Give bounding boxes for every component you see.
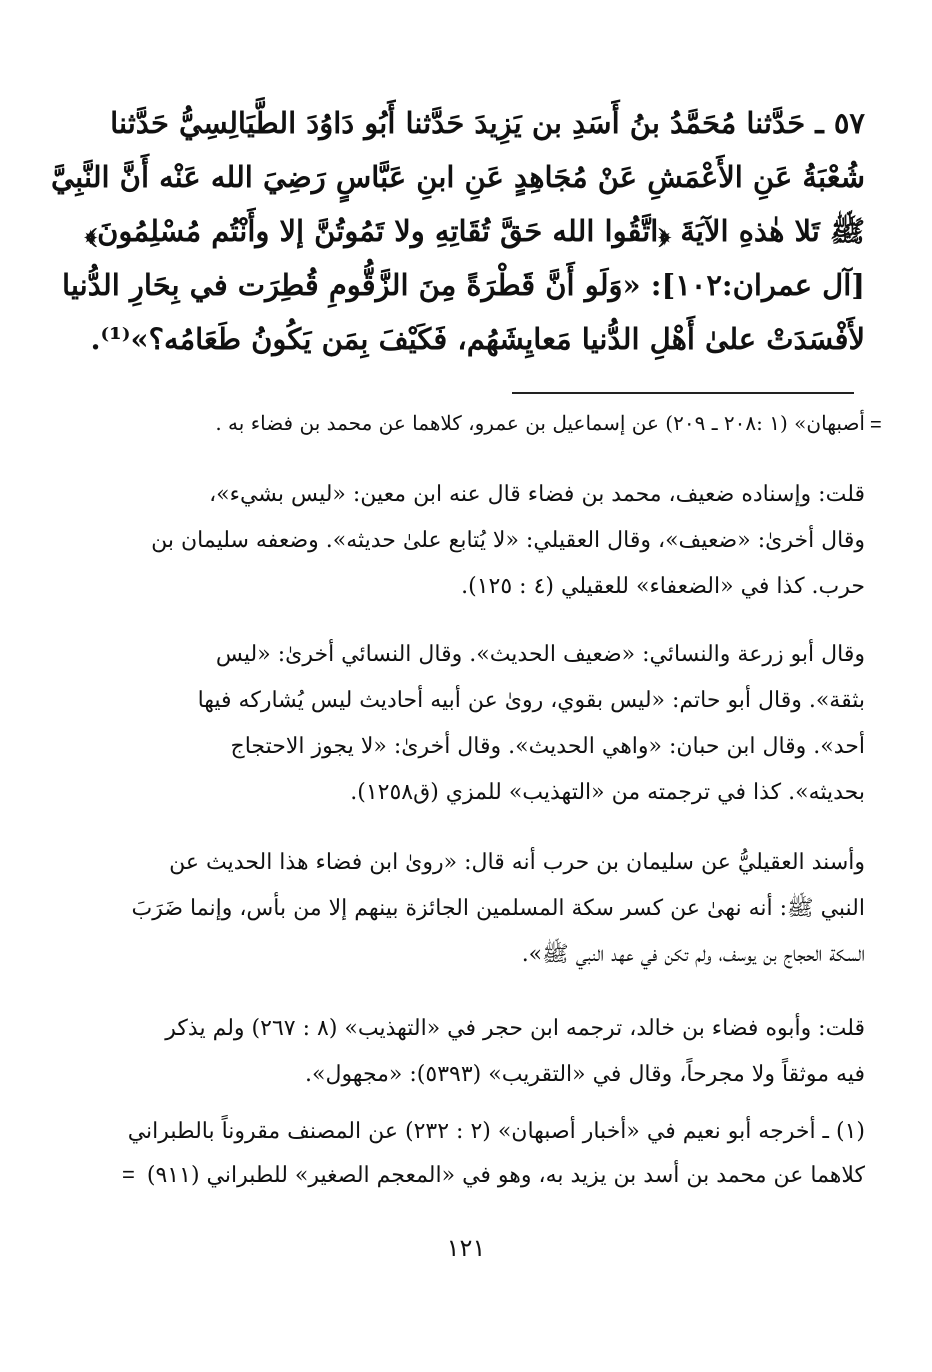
hadith-text [51,96,865,366]
commentary-paragraph [131,840,865,978]
commentary-line: فيه موثقاً ولا مجرحاً، وقال في «التقريب» (٥٣٩٣): «مجهول». [305,1062,865,1087]
hadith-line: [آل عمران:١٠٢]: «وَلَو أَنَّ قَطْرَةً مِنَ الزَّقُّومِ قُطِرَت في بِحَارِ الدُّنيا [62,268,865,302]
footnote-1 [127,1110,865,1198]
commentary-line: أحد». وقال ابن حبان: «واهي الحديث». وقال أخرىٰ: «لا يجوز الاحتجاج [230,734,865,759]
continuation-mark: = [870,414,882,436]
commentary-line: بثقة». وقال أبو حاتم: «ليس بقوي، روىٰ عن أبيه أحاديث ليس يُشاركه فيها [197,688,865,713]
commentary-line: قلت: وأبوه فضاء بن خالد، ترجمه ابن حجر في «التهذيب» (٨ : ٢٦٧) ولم يذكر [165,1016,865,1041]
footnote-line: كلاهما عن محمد بن أسد بن يزيد به، وهو في «المعجم الصغير» للطبراني (٩١١) [146,1163,865,1188]
footnote-line: (١) ـ أخرجه أبو نعيم في «أخبار أصبهان» (٢ : ٢٣٢) عن المصنف مقروناً بالطبراني [127,1119,865,1144]
commentary-line: حرب. كذا في «الضعفاء» للعقيلي (٤ : ١٢٥). [461,574,865,599]
hadith-line: ٥٧ ـ حَدَّثنا مُحَمَّدُ بنُ أَسَدِ بن يَزِيدَ حَدَّثنا أَبُو دَاوُدَ الطَّيَالِسِيُّ حَدَّثنا [110,106,865,140]
commentary-paragraph [150,472,865,610]
hadith-line: ﷺ تَلا هٰذهِ الآيَةَ ﴿اتَّقُوا الله حَقَّ تُقَاتِهِ ولا تَمُوتُنَّ إلا وأَنْتُم مُسْلِمُونَ﴾ [85,214,865,248]
commentary-line: النبي ﷺ: أنه نهىٰ عن كسر سكة المسلمين الجائزة بينهم إلا من بأس، وإنما ضَرَبَ [131,896,865,921]
continued-footnote [150,408,865,438]
page-number: ١٢١ [446,1234,486,1262]
commentary-line: السكة الحجاج بن يوسف، ولم تكن في عهد النبي ﷺ». [521,942,865,967]
commentary-line: بحديثه». كذا في ترجمته من «التهذيب» للمزي (ق١٢٥٨). [350,780,865,805]
footnote-divider [512,392,854,394]
commentary-paragraph [150,632,865,816]
hadith-line: لأَفْسَدَتْ علىٰ أَهْلِ الدُّنيا مَعايِشَهُم، فَكَيْفَ بِمَن يَكُونُ طَعَامُه؟»⁽¹⁾. [90,322,865,356]
commentary-line: وقال أبو زرعة والنسائي: «ضعيف الحديث». وقال النسائي أخرىٰ: «ليس [215,642,865,667]
hadith-line: شُعْبَةُ عَنِ الأَعْمَشِ عَنْ مُجَاهِدٍ عَنِ ابنِ عَبَّاسٍ رَضِيَ الله عَنْه أَنَّ النَّبِيَّ [51,160,865,194]
commentary-line: وقال أخرىٰ: «ضعيف»، وقال العقيلي: «لا يُتابع علىٰ حديثه». وضعفه سليمان بن [151,528,865,553]
commentary-line: قلت: وإسناده ضعيف، محمد بن فضاء قال عنه ابن معين: «ليس بشيء»، [209,482,865,507]
commentary-paragraph [150,1006,865,1098]
continued-footnote-text: أصبهان» (١ :٢٠٨ ـ ٢٠٩) عن إسماعيل بن عمرو، كلاهما عن محمد بن فضاء به . [215,411,865,435]
commentary-line: وأسند العقيليُّ عن سليمان بن حرب أنه قال: «روىٰ ابن فضاء هذا الحديث عن [169,850,865,875]
footnote-continuation-mark: = [122,1162,135,1187]
